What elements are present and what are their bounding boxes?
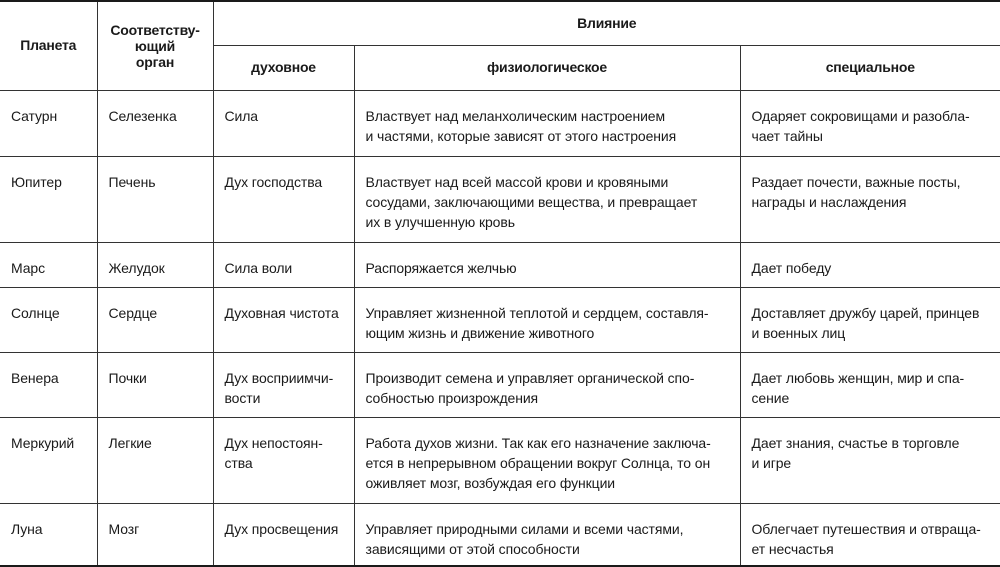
cell-spiritual: Сила <box>213 90 354 156</box>
header-organ: Соответству- ющий орган <box>97 1 213 90</box>
cell-special: Доставляет дружбу царей, принцев и военных лиц <box>740 287 1000 352</box>
cell-special: Раздает почести, важные посты, награды и наслаждения <box>740 156 1000 242</box>
table-header <box>0 1 1000 90</box>
header-row-top <box>0 1 1000 45</box>
table-row <box>0 417 1000 503</box>
cell-planet: Меркурий <box>0 417 97 503</box>
cell-planet: Венера <box>0 352 97 417</box>
table-row <box>0 90 1000 156</box>
cell-physiological: Управляет природными силами и всеми частями, зависящими от этой способности <box>354 503 740 566</box>
cell-planet: Солнце <box>0 287 97 352</box>
cell-special: Дает знания, счастье в торговле и игре <box>740 417 1000 503</box>
cell-organ: Желудок <box>97 242 213 287</box>
cell-physiological: Распоряжается желчью <box>354 242 740 287</box>
cell-physiological: Властвует над меланхолическим настроением и частями, которые зависят от этого настроения <box>354 90 740 156</box>
table-body <box>0 90 1000 566</box>
cell-special: Дает победу <box>740 242 1000 287</box>
cell-planet: Сатурн <box>0 90 97 156</box>
header-physiological: физиологическое <box>354 45 740 90</box>
cell-planet: Луна <box>0 503 97 566</box>
header-special: специальное <box>740 45 1000 90</box>
cell-physiological: Производит семена и управляет органической спо- собностью произрождения <box>354 352 740 417</box>
cell-spiritual: Дух непостоян- ства <box>213 417 354 503</box>
cell-organ: Сердце <box>97 287 213 352</box>
cell-planet: Юпитер <box>0 156 97 242</box>
cell-special: Одаряет сокровищами и разобла- чает тайны <box>740 90 1000 156</box>
cell-spiritual: Дух просвещения <box>213 503 354 566</box>
cell-spiritual: Дух восприимчи- вости <box>213 352 354 417</box>
table-row <box>0 156 1000 242</box>
header-spiritual: духовное <box>213 45 354 90</box>
cell-spiritual: Сила воли <box>213 242 354 287</box>
cell-organ: Печень <box>97 156 213 242</box>
cell-organ: Селезенка <box>97 90 213 156</box>
table-row <box>0 352 1000 417</box>
table-row <box>0 287 1000 352</box>
cell-spiritual: Дух господства <box>213 156 354 242</box>
cell-planet: Марс <box>0 242 97 287</box>
table-row <box>0 503 1000 566</box>
cell-organ: Легкие <box>97 417 213 503</box>
cell-organ: Мозг <box>97 503 213 566</box>
cell-special: Дает любовь женщин, мир и спа- сение <box>740 352 1000 417</box>
table-row <box>0 242 1000 287</box>
cell-spiritual: Духовная чистота <box>213 287 354 352</box>
cell-physiological: Работа духов жизни. Так как его назначение заключа- ется в непрерывном обращении вокруг Солнца, то он оживляет мозг, возбуждая его функции <box>354 417 740 503</box>
cell-physiological: Управляет жизненной теплотой и сердцем, составля- ющим жизнь и движение животного <box>354 287 740 352</box>
cell-special: Облегчает путешествия и отвраща- ет несчастья <box>740 503 1000 566</box>
header-planet: Планета <box>0 1 97 90</box>
cell-physiological: Властвует над всей массой крови и кровяными сосудами, заключающими вещества, и превращает их в улучшенную кровь <box>354 156 740 242</box>
header-influence: Влияние <box>213 1 1000 45</box>
cell-organ: Почки <box>97 352 213 417</box>
